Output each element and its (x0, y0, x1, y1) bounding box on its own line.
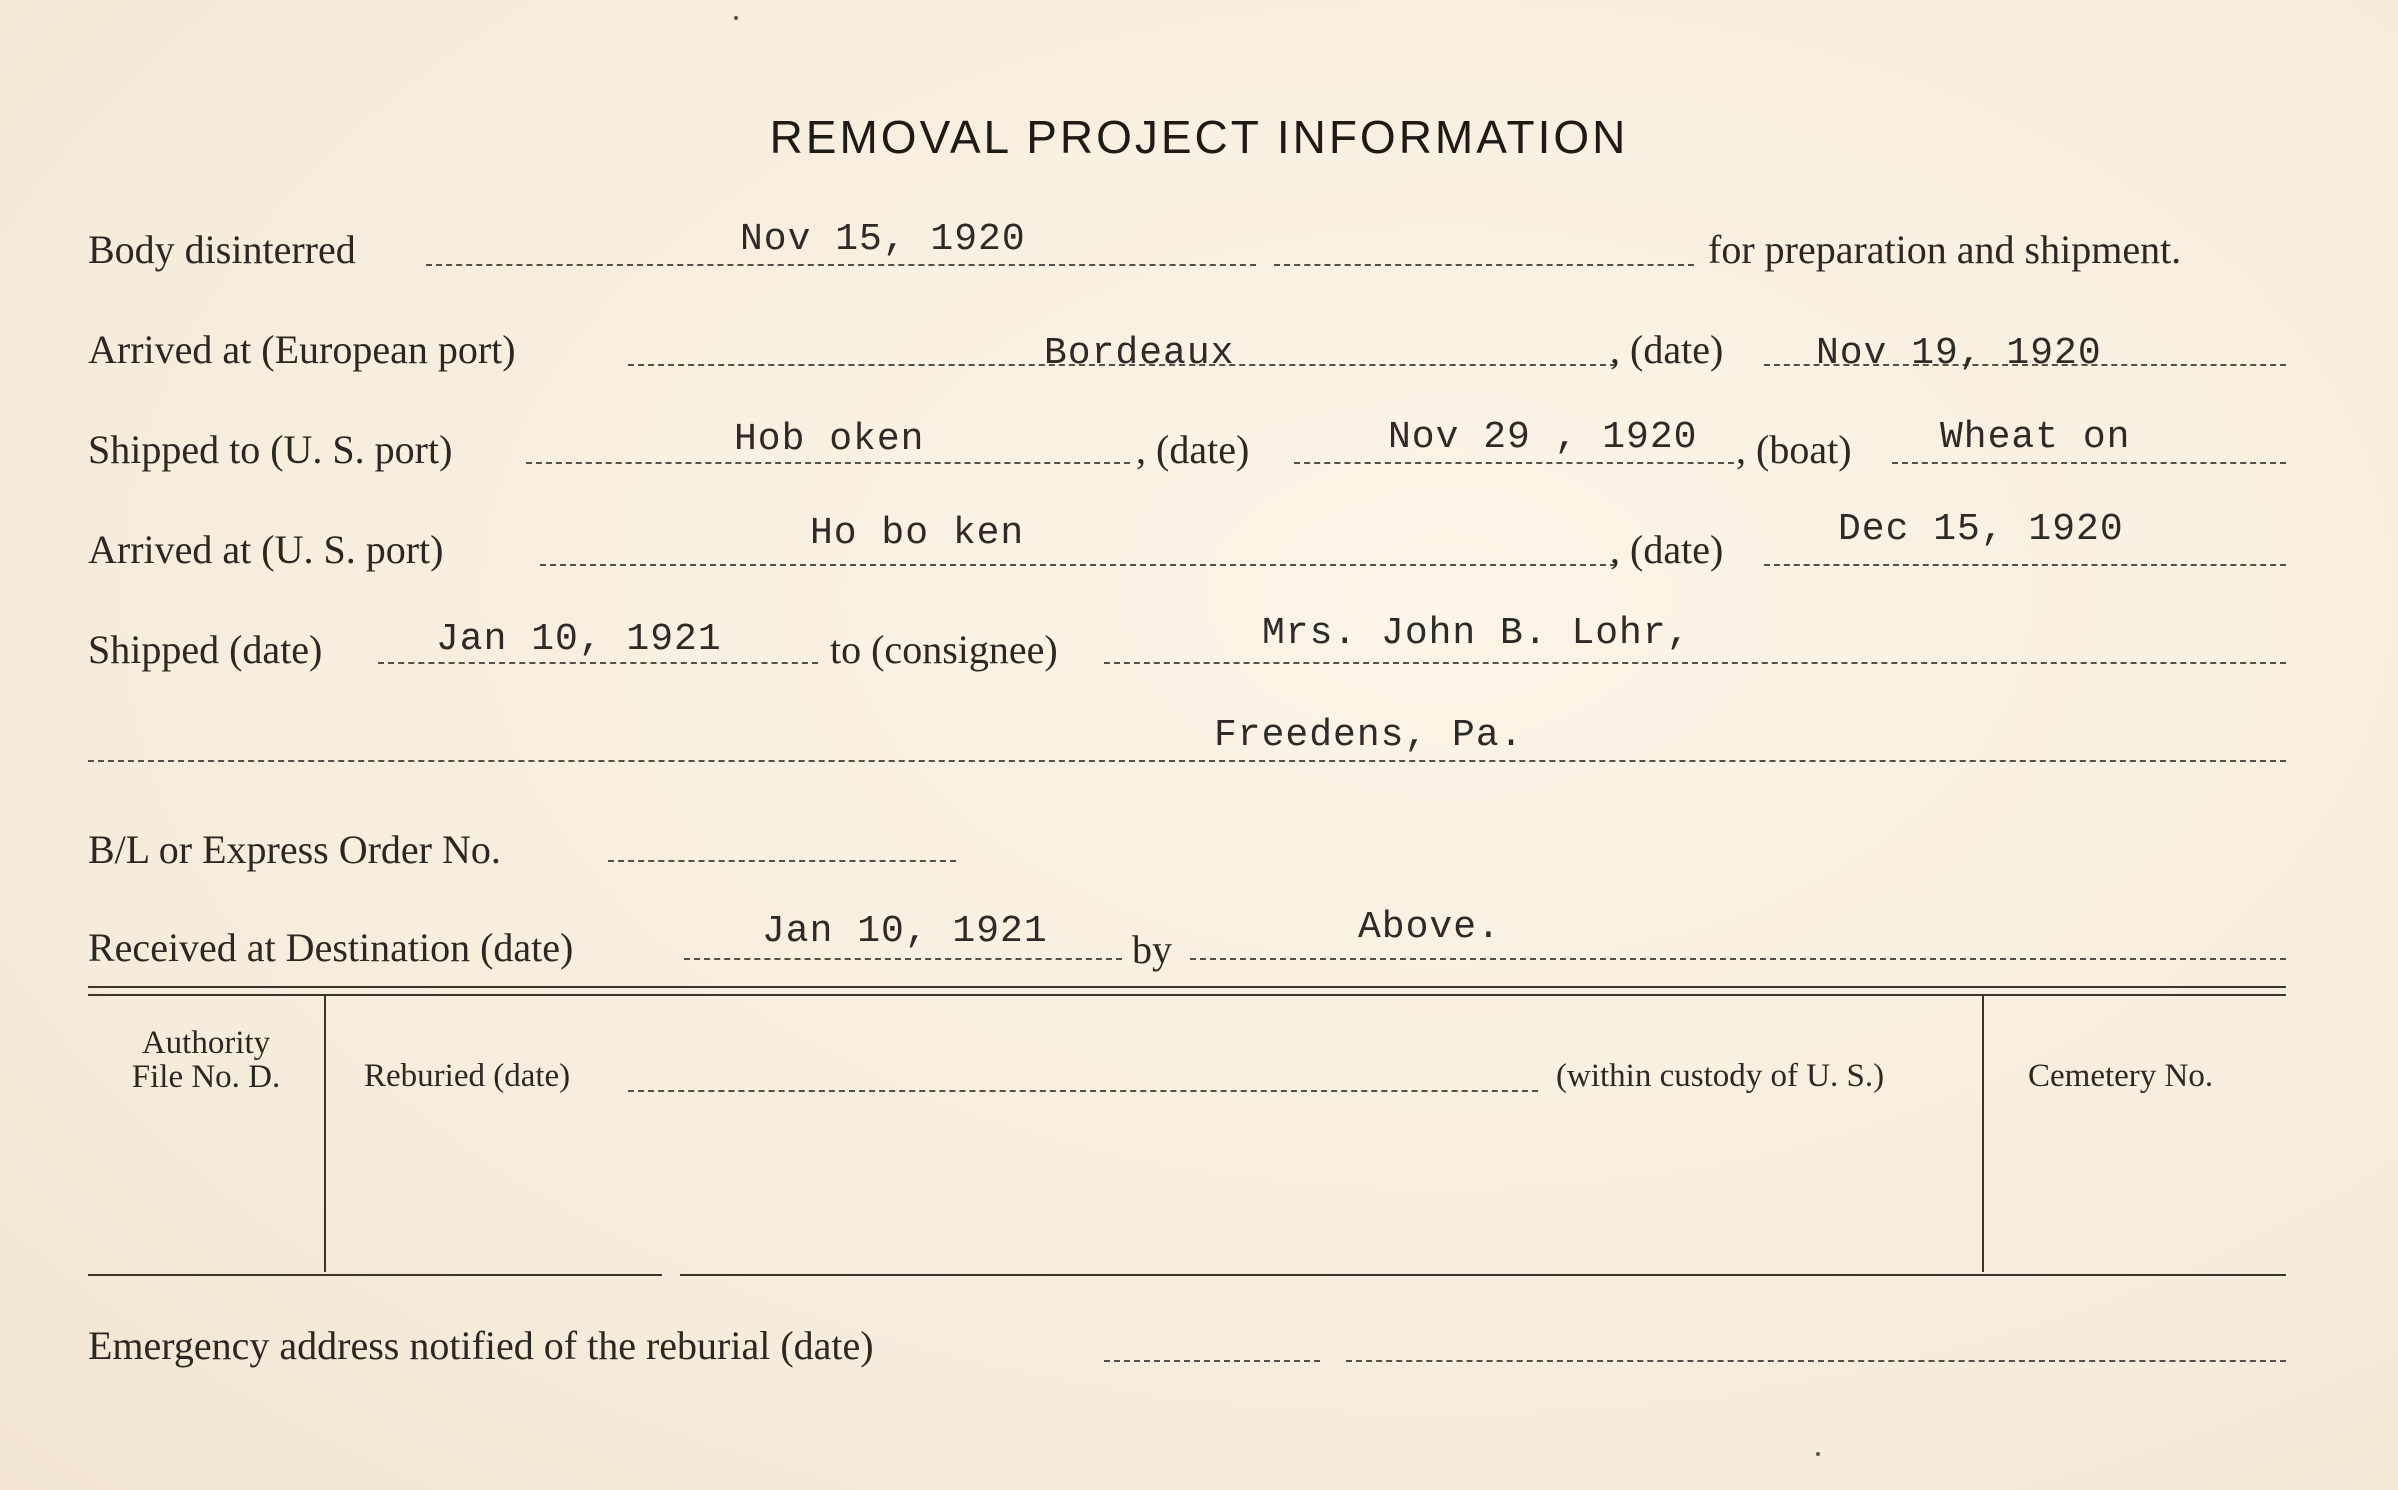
body-disinterred-suffix: for preparation and shipment. (1708, 227, 2182, 272)
paper-speck (734, 16, 738, 20)
consignee-label: to (consignee) (830, 627, 1058, 672)
arrived-us-date-line (1764, 564, 2286, 566)
arrived-us-date-value[interactable]: Dec 15, 1920 (1838, 508, 2124, 551)
title-word-3: INFORMATION (1276, 111, 1629, 163)
table-bottom-rule-right (680, 1274, 2286, 1276)
custody-label: (within custody of U. S.) (1556, 1058, 1885, 1094)
consignee-value[interactable]: Mrs. John B. Lohr, (1262, 612, 1691, 655)
address-line (88, 760, 2286, 762)
arrived-us-line (540, 564, 1616, 566)
table-top-rule-2 (88, 994, 2286, 996)
received-label: Received at Destination (date) (88, 925, 574, 970)
body-disinterred-value[interactable]: Nov 15, 1920 (740, 218, 1026, 261)
authority-cell (88, 1026, 324, 1094)
address-value[interactable]: Freedens, Pa. (1214, 714, 1524, 757)
arrived-us-label: Arrived at (U. S. port) (88, 527, 444, 572)
shipped-us-label: Shipped to (U. S. port) (88, 427, 453, 472)
shipped-us-boat-label: , (boat) (1736, 427, 1852, 472)
bl-order-label: B/L or Express Order No. (88, 827, 501, 872)
arrived-european-label: Arrived at (European port) (88, 327, 516, 372)
arrived-european-date-value[interactable]: Nov 19, 1920 (1816, 332, 2102, 375)
reburied-line[interactable] (628, 1090, 1538, 1092)
body-disinterred-line (426, 264, 1256, 266)
received-value[interactable]: Jan 10, 1921 (762, 910, 1048, 953)
shipped-us-date-value[interactable]: Nov 29 , 1920 (1388, 416, 1698, 459)
arrived-us-date-label: , (date) (1610, 527, 1724, 572)
bl-order-line[interactable] (608, 860, 956, 862)
authority-line-2: File No. D. (131, 1059, 281, 1095)
shipped-date-line (378, 662, 818, 664)
table-divider-left (324, 996, 326, 1272)
arrived-european-value[interactable]: Bordeaux (1044, 332, 1235, 375)
title-word-2: PROJECT (1026, 111, 1262, 163)
received-line (684, 958, 1122, 960)
emergency-line-2[interactable] (1346, 1360, 2286, 1362)
shipped-us-boat-line (1892, 462, 2286, 464)
emergency-line-1[interactable] (1104, 1360, 1320, 1362)
shipped-us-line (526, 462, 1130, 464)
table-top-rule-1 (88, 986, 2286, 988)
body-disinterred-label: Body disinterred (88, 227, 356, 272)
paper-speck-2 (1816, 1452, 1820, 1456)
table-bottom-rule-left (88, 1274, 662, 1276)
shipped-us-date-label: , (date) (1136, 427, 1250, 472)
title-word-1: REMOVAL (769, 111, 1011, 163)
received-by-value[interactable]: Above. (1358, 906, 1501, 949)
card-title (0, 110, 2398, 164)
received-by-label: by (1132, 927, 1172, 972)
body-disinterred-line-2 (1274, 264, 1694, 266)
authority-line-1: Authority (141, 1025, 271, 1061)
cemetery-label: Cemetery No. (2028, 1058, 2214, 1094)
arrived-us-value[interactable]: Ho bo ken (810, 512, 1025, 555)
shipped-us-value[interactable]: Hob oken (734, 418, 925, 461)
received-by-line (1190, 958, 2286, 960)
table-divider-right (1982, 996, 1984, 1272)
shipped-us-boat-value[interactable]: Wheat on (1940, 416, 2131, 459)
shipped-date-value[interactable]: Jan 10, 1921 (436, 618, 722, 661)
consignee-line (1104, 662, 2286, 664)
shipped-date-label: Shipped (date) (88, 627, 323, 672)
arrived-european-date-label: , (date) (1610, 327, 1724, 372)
reburied-label: Reburied (date) (364, 1058, 571, 1094)
shipped-us-date-line (1294, 462, 1734, 464)
emergency-label: Emergency address notified of the reburial (date) (88, 1323, 874, 1368)
